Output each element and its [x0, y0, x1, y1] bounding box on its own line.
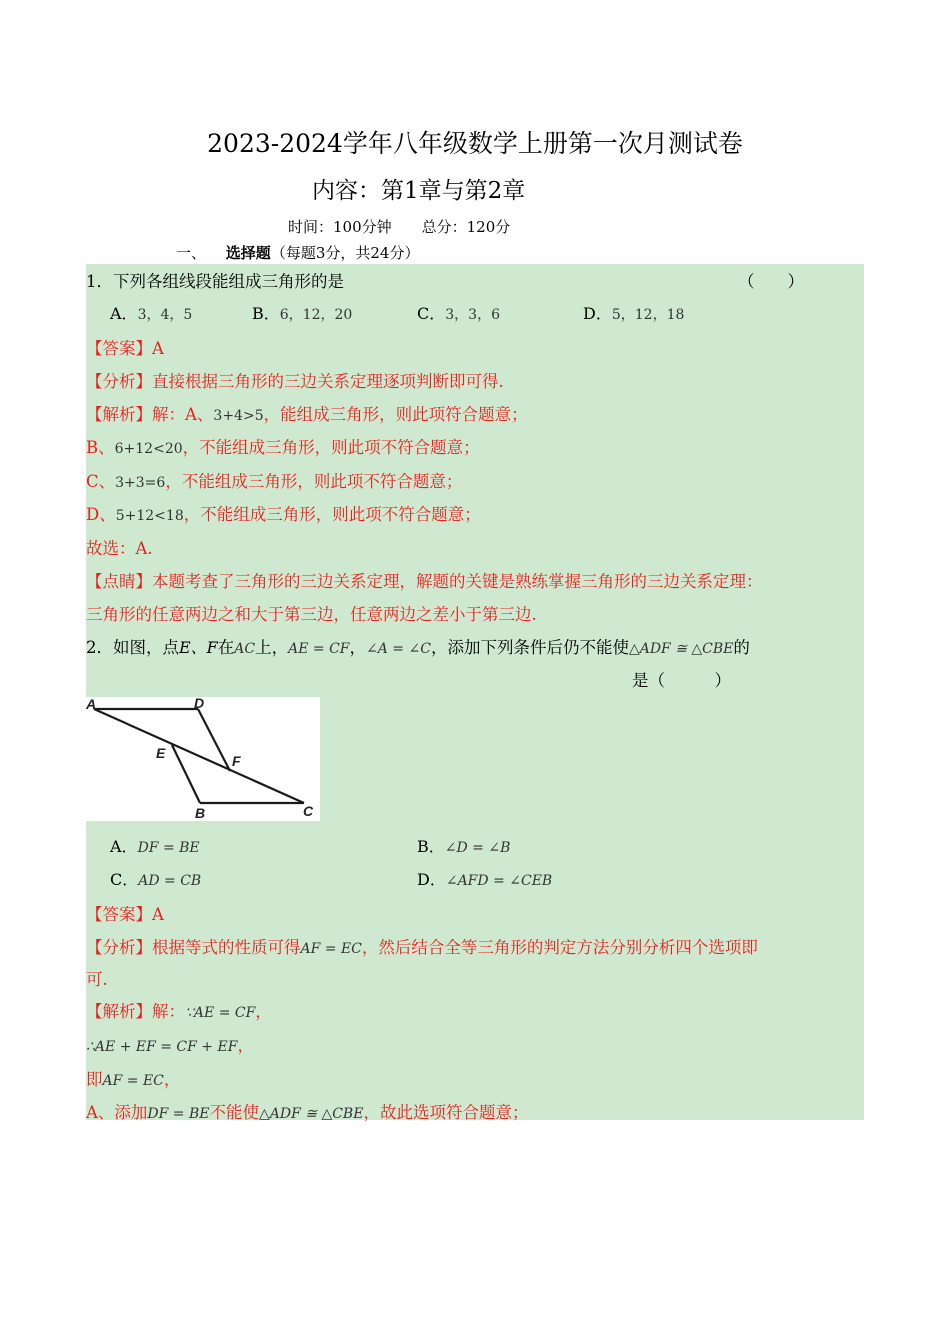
q2-sol-4-math2: △ADF ≅ △CBE — [259, 1106, 364, 1122]
q2-analysis-line2: 可. — [86, 970, 108, 989]
q1-option-b — [252, 301, 352, 324]
q1-option-a — [110, 301, 192, 324]
q2-sol-4-math1: DF = BE — [147, 1106, 210, 1122]
label-e: E — [156, 745, 166, 761]
q2-stem-cong: △ADF ≅ △CBE — [628, 641, 734, 657]
q2-geometry-diagram — [86, 697, 320, 821]
q1-option-c — [417, 301, 500, 324]
q2-sol-3-post: ， — [163, 1070, 181, 1089]
q2-stem-ac: AC — [234, 641, 256, 657]
q2-stem-line2: 是（ ） — [632, 671, 731, 690]
q2-option-b — [417, 834, 510, 857]
label-c: C — [303, 803, 314, 819]
label-d: D — [194, 697, 205, 711]
q1-sol-d-pre: D、 — [86, 505, 116, 524]
q2-stem — [86, 634, 750, 658]
q1-option-a-value: 3，4，5 — [137, 307, 193, 323]
q1-comment-1 — [86, 568, 763, 592]
section-note: （每题3分，共24分） — [270, 244, 420, 262]
q1-sol-a-math: 3+4>5 — [213, 408, 264, 424]
q2-sol-4-mid: 不能使 — [209, 1103, 259, 1122]
q2-sol-1-pre: 解： — [152, 1002, 185, 1021]
section-number: 一、 — [176, 244, 207, 262]
q1-option-b-value: 6，12，20 — [279, 307, 353, 323]
q2-analysis-math: AF = EC — [300, 941, 362, 957]
q1-answer-tag: 【答案】 — [86, 339, 152, 358]
q2-stem-mid: ，添加下列条件后仍不能使 — [430, 638, 629, 657]
q1-option-c-label: C． — [417, 304, 446, 323]
q1-analysis-tag: 【分析】 — [86, 372, 152, 391]
q1-bracket: （ ） — [738, 272, 804, 291]
q2-option-a-label: A． — [110, 837, 138, 856]
section-heading — [176, 242, 419, 263]
q1-choice: 故选：A. — [86, 539, 153, 558]
q1-answer-value: A — [152, 339, 164, 358]
q2-sol-3-pre: 即 — [86, 1070, 103, 1089]
segment-ac — [94, 709, 304, 803]
q1-sol-a-pre: 解：A、 — [152, 405, 214, 424]
q1-option-d-value: 5，12，18 — [611, 307, 685, 323]
label-f: F — [232, 753, 241, 769]
q2-option-d-value: ∠AFD = ∠CEB — [445, 873, 553, 889]
q2-stem-eq2: ∠A = ∠C — [366, 641, 431, 657]
q2-stem-end: 的 — [733, 638, 750, 657]
q2-option-c-value: AD = CB — [138, 873, 202, 889]
q2-sol-2-post: ， — [237, 1036, 254, 1055]
q2-solution-4 — [86, 1099, 528, 1123]
q2-answer-tag: 【答案】 — [86, 905, 152, 924]
q2-stem-points: E、F — [179, 638, 218, 657]
page-subtitle: 内容：第1章与第2章 — [312, 178, 526, 204]
section-name: 选择题 — [225, 244, 271, 262]
q2-stem-eq1: AE = CF — [288, 641, 350, 657]
q1-comment-text-1: 本题考查了三角形的三边关系定理，解题的关键是熟练掌握三角形的三边关系定理： — [152, 572, 763, 591]
q1-option-d-label: D． — [583, 304, 612, 323]
q2-analysis — [86, 934, 758, 958]
q1-analysis — [86, 368, 504, 392]
q1-sol-a-post: ，能组成三角形，则此项符合题意； — [263, 405, 528, 424]
q2-option-c-label: C． — [110, 870, 139, 889]
q2-stem-pre: 2．如图，点 — [86, 638, 179, 657]
q2-analysis-tag: 【分析】 — [86, 938, 152, 957]
q2-stem-comma: ， — [349, 638, 367, 657]
q1-comment-2: 三角形的任意两边之和大于第三边，任意两边之差小于第三边. — [86, 605, 537, 624]
q1-solution-a — [86, 401, 528, 425]
q1-sol-b-post: ，不能组成三角形，则此项不符合题意； — [182, 438, 480, 457]
label-a: A — [86, 697, 97, 712]
q2-answer — [86, 901, 164, 925]
page-title: 2023-2024学年八年级数学上册第一次月测试卷 — [207, 129, 743, 158]
q1-sol-c-math: 3+3=6 — [115, 475, 166, 491]
q1-sol-c-pre: C、 — [86, 472, 116, 491]
q2-option-c — [110, 867, 201, 890]
q2-option-b-label: B． — [417, 837, 445, 856]
q2-option-a-value: DF = BE — [137, 840, 200, 856]
q2-stem-on: 在 — [217, 638, 235, 657]
q2-analysis-post: ，然后结合全等三角形的判定方法分别分析四个选项即 — [361, 938, 758, 957]
q2-figure — [86, 697, 320, 821]
q1-option-d — [583, 301, 684, 324]
q2-solution-2 — [86, 1032, 254, 1056]
q1-solution-b — [86, 434, 480, 458]
q2-solution-tag: 【解析】 — [86, 1002, 152, 1021]
q2-solution-3 — [86, 1066, 180, 1090]
answer-panel — [86, 264, 864, 1120]
q1-option-a-label: A． — [110, 304, 138, 323]
q1-option-c-value: 3，3，6 — [445, 307, 500, 323]
q2-option-d — [417, 867, 552, 890]
q2-option-a — [110, 834, 200, 857]
q1-option-b-label: B． — [252, 304, 280, 323]
q1-stem: 1．下列各组线段能组成三角形的是 — [86, 272, 344, 291]
q2-stem-up: 上， — [255, 638, 289, 657]
q1-solution-d — [86, 501, 481, 525]
q1-sol-c-post: ，不能组成三角形，则此项不符合题意； — [165, 472, 463, 491]
q1-sol-d-post: ，不能组成三角形，则此项不符合题意； — [183, 505, 481, 524]
q1-sol-d-math: 5+12<18 — [115, 508, 184, 524]
q1-analysis-text: 直接根据三角形的三边关系定理逐项判断即可得. — [152, 372, 504, 391]
label-b: B — [195, 805, 206, 821]
q2-sol-1-post: ， — [255, 1002, 272, 1021]
exam-meta: 时间：100分钟 总分：120分 — [288, 218, 511, 236]
q1-sol-b-math: 6+12<20 — [114, 441, 183, 457]
q1-answer — [86, 335, 164, 359]
q2-option-b-value: ∠D = ∠B — [444, 840, 511, 856]
q2-analysis-pre: 根据等式的性质可得 — [152, 938, 301, 957]
q1-sol-b-pre: B、 — [86, 438, 115, 457]
q2-sol-1-math: ∵AE = CF — [185, 1005, 256, 1021]
q1-solution-tag: 【解析】 — [86, 405, 152, 424]
q1-solution-c — [86, 468, 462, 492]
q1-comment-tag: 【点睛】 — [86, 572, 152, 591]
q2-solution-1 — [86, 998, 272, 1022]
q2-option-d-label: D． — [417, 870, 446, 889]
q2-sol-4-pre: A、添加 — [86, 1103, 148, 1122]
q2-answer-value: A — [152, 905, 164, 924]
q2-sol-4-post: ，故此选项符合题意； — [363, 1103, 529, 1122]
q2-sol-2-math: ∴AE + EF = CF + EF — [86, 1039, 238, 1055]
q2-sol-3-math: AF = EC — [102, 1073, 164, 1089]
